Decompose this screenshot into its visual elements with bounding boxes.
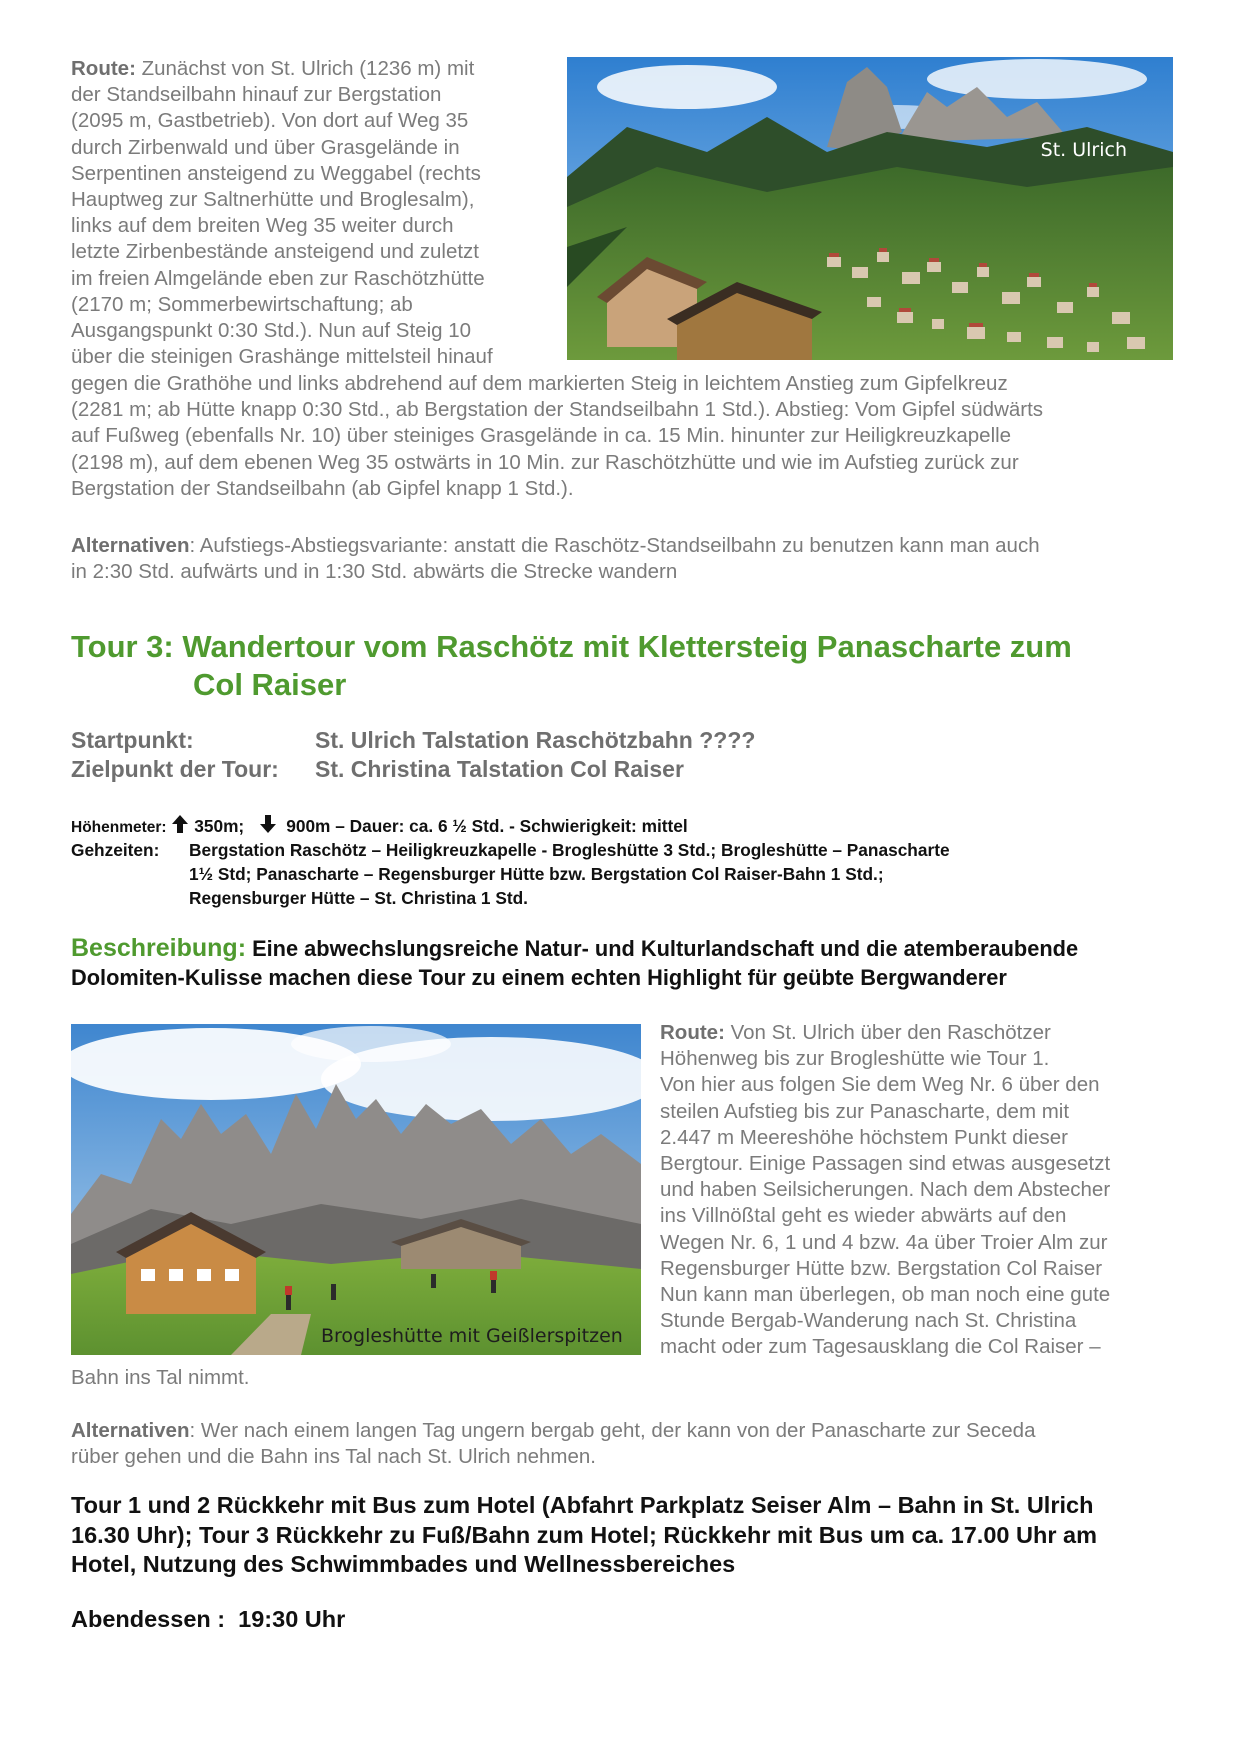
- photo-caption-brogleshuette: Brogleshütte mit Geißlerspitzen: [321, 1325, 623, 1347]
- arrow-down-icon: [259, 814, 277, 840]
- route-line: (2198 m), auf dem ebenen Weg 35 ostwärts in 10 Min. zur Raschötzhütte und wie im Aufstieg zurück zur: [71, 450, 1019, 474]
- dinner-time: 19:30 Uhr: [238, 1606, 346, 1632]
- route-line: im freien Almgelände eben zur Raschötzhütte: [71, 266, 485, 290]
- route-line: (2281 m; ab Hütte knapp 0:30 Std., ab Bergstation der Standseilbahn 1 Std.). Abstieg: Vom Gipfel südwärts: [71, 398, 1044, 422]
- route-line: (2170 m; Sommerbewirtschaftung; ab: [71, 292, 413, 316]
- st-ulrich-photo: [567, 57, 1173, 360]
- route-line: Route: Zunächst von St. Ulrich (1236 m) mit: [71, 57, 475, 80]
- alternatives-3: Alternativen: Wer nach einem langen Tag ungern bergab geht, der kann von der Panascharte zur Seceda rüber gehen und die Bahn ins Tal nach St. Ulrich nehmen.: [71, 1419, 1036, 1469]
- route-line: auf Fußweg (ebenfalls Nr. 10) über steiniges Grasgelände in ca. 15 Min. hinunter zur Heiligkreuzkapelle: [71, 424, 1012, 448]
- route-line: durch Zirbenwald und über Grasgelände in: [71, 135, 460, 159]
- hoehenmeter-label: Höhenmeter:: [71, 819, 167, 836]
- brogleshuette-photo: [71, 1024, 641, 1355]
- start-point-label: Startpunkt:: [71, 727, 194, 753]
- arrow-up-icon: [171, 814, 189, 840]
- route-label: Route:: [660, 1021, 725, 1044]
- tour3-route-last-line: Bahn ins Tal nimmt.: [71, 1366, 250, 1389]
- tour3-route-text: Route: Von St. Ulrich über den Raschötzer Höhenweg bis zur Brogleshütte wie Tour 1. Von hier aus folgen Sie dem Weg Nr. 6 über den steilen Aufstieg bis zur Panascharte, dem mit 2.447 m Meereshöhe höchstem Punkt dieser Bergtour. Einige Passagen sind etwas ausgesetzt und haben Seilsicherungen. Nach dem Abstecher ins Villnößtal geht es wieder abwärts auf den Wegen Nr. 6, 1 und 4 bzw. 4a über Troier Alm zur Regensburger Hütte bzw. Bergstation Col Raiser Nun kann man überlegen, ob man noch eine gute Stunde Bergab-Wanderung nach St. Christina macht oder zum Tagesausklang die Col Raiser –: [660, 1021, 1111, 1359]
- brogleshuette-landscape: [71, 1024, 641, 1355]
- description-heading: Beschreibung:: [71, 934, 247, 962]
- return-info: Tour 1 und 2 Rückkehr mit Bus zum Hotel (Abfahrt Parkplatz Seiser Alm – Bahn in St. Ulrich 16.30 Uhr); Tour 3 Rückkehr zu Fuß/Bahn zum Hotel; Rückkehr mit Bus um ca. 17.00 Uhr am Hotel, Nutzung des Schwimmbades und Wellnessbereiches: [71, 1492, 1097, 1577]
- alternatives-label: Alternativen: [71, 534, 190, 557]
- duration-difficulty: – Dauer: ca. 6 ½ Std. - Schwierigkeit: mittel: [335, 816, 688, 836]
- route-line: Bergstation der Standseilbahn (ab Gipfel knapp 1 Std.).: [71, 476, 574, 500]
- route-line: Serpentinen ansteigend zu Weggabel (rechts: [71, 161, 481, 185]
- tour-3-title: Tour 3: Wandertour vom Raschötz mit Klettersteig Panascharte zum Col Raiser: [71, 629, 1072, 702]
- alternatives-label: Alternativen: [71, 1419, 190, 1442]
- route-line: über die steinigen Grashänge mittelsteil hinauf: [71, 345, 493, 369]
- alternatives-1: Alternativen: Aufstiegs-Abstiegsvariante: anstatt die Raschötz-Standseilbahn zu benutzen kann man auch in 2:30 Std. aufwärts und in 1:30 Std. abwärts die Strecke wandern: [71, 534, 1040, 584]
- description: Beschreibung: Eine abwechslungsreiche Natur- und Kulturlandschaft und die atemberaubende Dolomiten-Kulisse machen diese Tour zu einem echten Highlight für geübte Bergwanderer: [71, 934, 1079, 990]
- route-text-full: [71, 371, 1191, 502]
- gehzeiten-values: Bergstation Raschötz – Heiligkreuzkapelle - Brogleshütte 3 Std.; Brogleshütte – Panascharte 1½ Std; Panascharte – Regensburger Hütte bzw. Bergstation Col Raiser-Bahn 1 Std.; Regensburger Hütte – St. Christina 1 Std.: [189, 840, 950, 908]
- photo-caption-st-ulrich: St. Ulrich: [1040, 139, 1127, 161]
- route-line: Ausgangspunkt 0:30 Std.). Nun auf Steig 10: [71, 319, 472, 343]
- st-ulrich-landscape: [567, 57, 1173, 360]
- descent-value: 900m: [286, 816, 331, 836]
- dinner-label: Abendessen :: [71, 1606, 226, 1632]
- end-point-label: Zielpunkt der Tour:: [71, 756, 279, 782]
- hoehenmeter-line: [71, 814, 1191, 840]
- route-label: Route:: [71, 57, 136, 80]
- start-point-value: St. Ulrich Talstation Raschötzbahn ????: [315, 727, 756, 753]
- route-text-wrapped: [71, 56, 561, 370]
- route-line: gegen die Grathöhe und links abdrehend auf dem markierten Steig in leichtem Anstieg zum Gipfelkreuz: [71, 372, 1008, 395]
- route-line: der Standseilbahn hinauf zur Bergstation: [71, 83, 442, 107]
- ascent-value: 350m;: [194, 816, 245, 836]
- end-point-value: St. Christina Talstation Col Raiser: [315, 756, 684, 782]
- route-line: links auf dem breiten Weg 35 weiter durch: [71, 214, 454, 238]
- gehzeiten-label: Gehzeiten:: [71, 840, 160, 860]
- dinner-line: [71, 1605, 1191, 1635]
- route-line: letzte Zirbenbestände ansteigend und zuletzt: [71, 240, 479, 264]
- route-line: Hauptweg zur Saltnerhütte und Broglesalm),: [71, 188, 475, 212]
- route-line: (2095 m, Gastbetrieb). Von dort auf Weg 35: [71, 109, 469, 133]
